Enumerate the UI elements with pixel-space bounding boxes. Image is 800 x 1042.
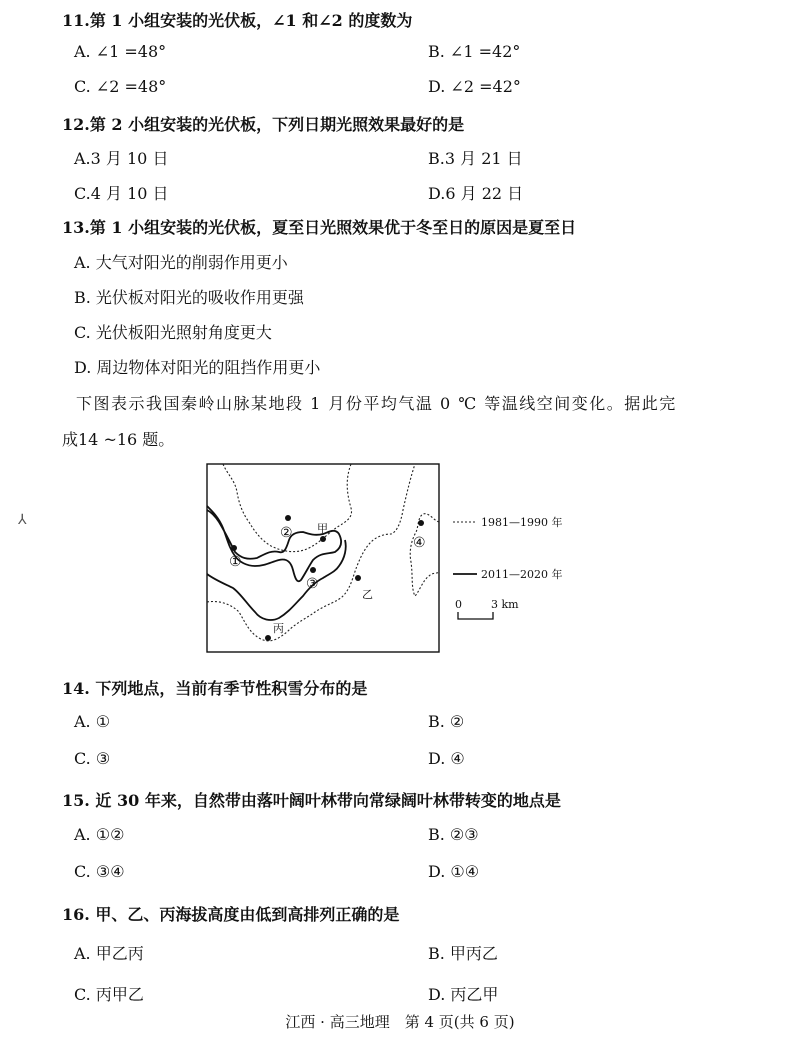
point-4-label: ④ xyxy=(413,535,426,551)
page-footer: 江西 · 高三地理 第 4 页(共 6 页) xyxy=(285,1013,515,1031)
q13-option-b: B. 光伏板对阳光的吸收作用更强 xyxy=(74,288,304,307)
map-frame xyxy=(207,464,439,652)
point-1-label: ① xyxy=(229,554,242,570)
q15-option-d: D. ①④ xyxy=(428,862,480,881)
q16-option-b: B. 甲丙乙 xyxy=(428,944,498,963)
question-16-stem: 16. 甲、乙、丙海拔高度由低到高排列正确的是 xyxy=(62,905,400,924)
q16-option-a: A. 甲乙丙 xyxy=(74,944,144,963)
point-4-dot xyxy=(418,520,424,526)
q13-option-c: C. 光伏板阳光照射角度更大 xyxy=(74,323,272,342)
point-yi-dot xyxy=(355,575,361,581)
point-jia-dot xyxy=(320,536,326,542)
point-3-label: ③ xyxy=(306,576,319,592)
q11-option-a: A. ∠1 =48° xyxy=(74,42,167,61)
q11-option-b: B. ∠1 =42° xyxy=(428,42,521,61)
point-1-dot xyxy=(231,545,237,551)
isotherm-1981-1990 xyxy=(207,464,415,641)
q13-option-a: A. 大气对阳光的削弱作用更小 xyxy=(74,253,288,272)
margin-mark: ⅄ xyxy=(18,512,27,528)
scale-zero: 0 xyxy=(455,598,462,611)
q16-option-d: D. 丙乙甲 xyxy=(428,985,499,1004)
q11-option-d: D. ∠2 =42° xyxy=(428,77,521,96)
legend-solid-label: 2011—2020 年 xyxy=(481,568,563,581)
point-yi-label: 乙 xyxy=(362,588,373,601)
q15-option-b: B. ②③ xyxy=(428,825,479,844)
question-15-stem: 15. 近 30 年来，自然带由落叶阔叶林带向常绿阔叶林带转变的地点是 xyxy=(62,791,561,810)
question-13-stem: 13.第 1 小组安装的光伏板，夏至日光照效果优于冬至日的原因是夏至日 xyxy=(62,218,577,237)
point-jia-label: 甲 xyxy=(317,522,328,535)
q14-option-d: D. ④ xyxy=(428,749,465,768)
question-12-stem: 12.第 2 小组安装的光伏板，下列日期光照效果最好的是 xyxy=(62,115,465,134)
q12-option-a: A.3 月 10 日 xyxy=(74,149,169,168)
question-11-stem: 11.第 1 小组安装的光伏板，∠1 和∠2 的度数为 xyxy=(62,11,413,30)
point-bing-dot xyxy=(265,635,271,641)
q16-option-c: C. 丙甲乙 xyxy=(74,985,144,1004)
q14-option-b: B. ② xyxy=(428,712,465,731)
intro-line-1: 下图表示我国秦岭山脉某地段 1 月份平均气温 0 ℃ 等温线空间变化。据此完 xyxy=(76,394,677,413)
scale-bar xyxy=(458,612,493,619)
point-3-dot xyxy=(310,567,316,573)
question-14-stem: 14. 下列地点，当前有季节性积雪分布的是 xyxy=(62,679,368,698)
point-2-label: ② xyxy=(280,525,293,541)
q12-option-c: C.4 月 10 日 xyxy=(74,184,169,203)
q11-option-c: C. ∠2 =48° xyxy=(74,77,167,96)
q15-option-c: C. ③④ xyxy=(74,862,125,881)
q12-option-b: B.3 月 21 日 xyxy=(428,149,523,168)
q15-option-a: A. ①② xyxy=(74,825,125,844)
q14-option-c: C. ③ xyxy=(74,749,111,768)
legend-dotted-label: 1981—1990 年 xyxy=(481,516,563,529)
point-2-dot xyxy=(285,515,291,521)
q13-option-d: D. 周边物体对阳光的阻挡作用更小 xyxy=(74,358,321,377)
isotherm-map-figure xyxy=(205,462,575,662)
isotherm-map xyxy=(205,462,575,658)
point-bing-label: 丙 xyxy=(273,622,284,635)
q12-option-d: D.6 月 22 日 xyxy=(428,184,524,203)
intro-line-2: 成14 ~16 题。 xyxy=(62,430,175,449)
q14-option-a: A. ① xyxy=(74,712,111,731)
scale-distance: 3 km xyxy=(491,598,519,611)
